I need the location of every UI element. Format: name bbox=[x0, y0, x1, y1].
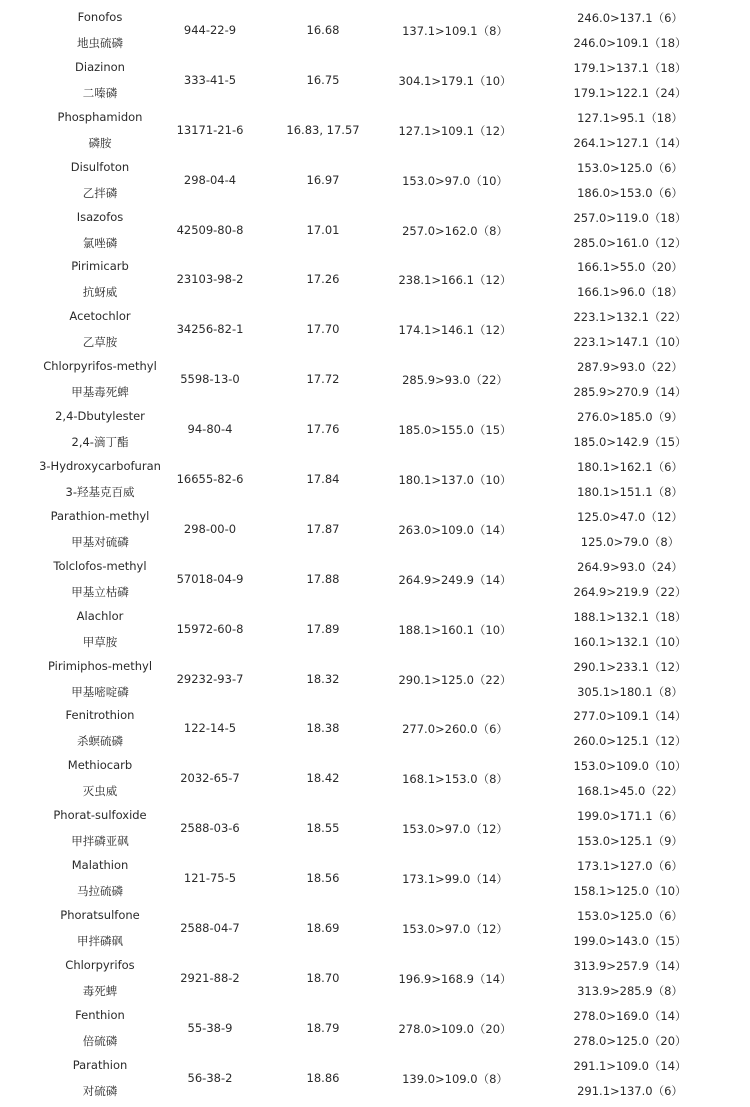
retention-time: 16.97 bbox=[306, 172, 340, 187]
compound-name-cell bbox=[25, 554, 175, 604]
compound-name-en: Alachlor bbox=[76, 608, 124, 623]
retention-time: 16.83, 17.57 bbox=[286, 122, 360, 137]
confirmation-transitions-cell bbox=[560, 853, 700, 903]
table-row bbox=[0, 903, 750, 953]
retention-time: 17.76 bbox=[306, 422, 340, 437]
compound-name-en: Phorat-sulfoxide bbox=[53, 808, 147, 823]
cas-number: 5598-13-0 bbox=[180, 372, 240, 387]
cas-number: 944-22-9 bbox=[183, 23, 237, 37]
confirmation-transition-1: 173.1>127.0（6） bbox=[577, 859, 683, 874]
cas-number: 56-38-2 bbox=[187, 1070, 233, 1085]
compound-name-en: Fenthion bbox=[75, 1007, 125, 1022]
confirmation-transitions-cell bbox=[560, 304, 700, 354]
compound-name-cell bbox=[25, 354, 175, 404]
table-row bbox=[0, 853, 750, 903]
table-row bbox=[0, 354, 750, 404]
cas-number: 55-38-9 bbox=[187, 1020, 233, 1035]
quantitative-transition: 257.0>162.0（8） bbox=[402, 223, 508, 238]
compound-name-cell bbox=[25, 55, 175, 105]
compound-name-en: Isazofos bbox=[76, 209, 124, 224]
compound-name-cell bbox=[25, 604, 175, 654]
table-row bbox=[0, 1053, 750, 1103]
quantitative-transition: 277.0>260.0（6） bbox=[402, 722, 508, 737]
compound-name-en: Diazinon bbox=[75, 59, 125, 74]
retention-time: 18.86 bbox=[306, 1070, 340, 1085]
confirmation-transition-1: 290.1>233.1（12） bbox=[573, 659, 687, 674]
compound-name-en: Malathion bbox=[71, 858, 129, 873]
compound-name-cell bbox=[25, 753, 175, 803]
confirmation-transition-1: 153.0>125.0（6） bbox=[577, 909, 683, 924]
cas-number: 23103-98-2 bbox=[176, 272, 244, 287]
cas-number: 121-75-5 bbox=[183, 871, 237, 886]
compound-name-zh: 乙拌磷 bbox=[82, 185, 118, 200]
cas-number: 298-00-0 bbox=[183, 521, 237, 536]
confirmation-transition-1: 277.0>109.1（14） bbox=[573, 709, 687, 724]
compound-name-en: Chlorpyrifos-methyl bbox=[43, 359, 157, 374]
confirmation-transitions-cell bbox=[560, 105, 700, 155]
pesticide-table bbox=[0, 5, 750, 1103]
compound-name-zh: 2,4-滴丁酯 bbox=[71, 435, 129, 450]
confirmation-transition-2: 179.1>122.1（24） bbox=[573, 85, 687, 100]
compound-name-en: Pirimiphos-methyl bbox=[47, 658, 153, 673]
confirmation-transition-2: 125.0>79.0（8） bbox=[580, 534, 680, 549]
compound-name-en: Parathion bbox=[72, 1057, 128, 1072]
compound-name-zh: 3-羟基克百威 bbox=[65, 485, 135, 500]
quantitative-transition: 185.0>155.0（15） bbox=[398, 423, 512, 438]
confirmation-transition-2: 285.0>161.0（12） bbox=[573, 235, 687, 250]
confirmation-transition-2: 166.1>96.0（18） bbox=[577, 285, 683, 300]
compound-name-zh: 马拉硫磷 bbox=[77, 884, 123, 899]
compound-name-en: Fenitrothion bbox=[65, 708, 135, 723]
confirmation-transition-2: 246.0>109.1（18） bbox=[573, 36, 687, 50]
compound-name-cell bbox=[25, 703, 175, 753]
compound-name-en: Phoratsulfone bbox=[60, 908, 140, 923]
confirmation-transitions-cell bbox=[560, 205, 700, 255]
compound-name-cell bbox=[25, 454, 175, 504]
retention-time: 18.69 bbox=[306, 921, 340, 936]
confirmation-transition-2: 180.1>151.1（8） bbox=[577, 485, 683, 500]
retention-time: 18.32 bbox=[306, 671, 340, 686]
compound-name-zh: 甲拌磷亚砜 bbox=[71, 834, 129, 849]
compound-name-zh: 甲拌磷砜 bbox=[77, 934, 123, 949]
table-row bbox=[0, 404, 750, 454]
compound-name-zh: 地虫硫磷 bbox=[77, 36, 123, 50]
cas-number: 15972-60-8 bbox=[176, 621, 244, 636]
compound-name-cell bbox=[25, 5, 175, 55]
retention-time: 17.26 bbox=[306, 272, 340, 287]
quantitative-transition: 174.1>146.1（12） bbox=[398, 323, 512, 338]
confirmation-transition-2: 264.9>219.9（22） bbox=[573, 584, 687, 599]
compound-name-zh: 二嗪磷 bbox=[82, 85, 118, 100]
compound-name-zh: 倍硫磷 bbox=[82, 1033, 118, 1048]
cas-number: 2032-65-7 bbox=[180, 771, 240, 786]
confirmation-transition-2: 199.0>143.0（15） bbox=[573, 934, 687, 949]
compound-name-cell bbox=[25, 205, 175, 255]
confirmation-transition-1: 257.0>119.0（18） bbox=[573, 210, 687, 225]
confirmation-transition-2: 168.1>45.0（22） bbox=[577, 784, 683, 799]
confirmation-transition-1: 287.9>93.0（22） bbox=[577, 360, 683, 375]
compound-name-en: Acetochlor bbox=[69, 309, 131, 324]
compound-name-cell bbox=[25, 903, 175, 953]
retention-time: 18.56 bbox=[306, 871, 340, 886]
quantitative-transition: 153.0>97.0（12） bbox=[402, 922, 508, 937]
confirmation-transition-2: 158.1>125.0（10） bbox=[573, 884, 687, 899]
confirmation-transitions-cell bbox=[560, 953, 700, 1003]
quantitative-transition: 290.1>125.0（22） bbox=[398, 672, 512, 687]
cas-number: 57018-04-9 bbox=[176, 571, 244, 586]
confirmation-transition-2: 186.0>153.0（6） bbox=[577, 185, 683, 200]
confirmation-transitions-cell bbox=[560, 1053, 700, 1103]
compound-name-zh: 对硫磷 bbox=[82, 1083, 118, 1098]
confirmation-transitions-cell bbox=[560, 803, 700, 853]
confirmation-transitions-cell bbox=[560, 354, 700, 404]
quantitative-transition: 278.0>109.0（20） bbox=[398, 1021, 512, 1036]
compound-name-cell bbox=[25, 105, 175, 155]
compound-name-cell bbox=[25, 803, 175, 853]
table-row bbox=[0, 205, 750, 255]
confirmation-transitions-cell bbox=[560, 55, 700, 105]
retention-time: 16.75 bbox=[306, 72, 340, 87]
compound-name-zh: 抗蚜威 bbox=[82, 285, 118, 300]
retention-time: 18.42 bbox=[306, 771, 340, 786]
quantitative-transition: 264.9>249.9（14） bbox=[398, 572, 512, 587]
confirmation-transition-2: 223.1>147.1（10） bbox=[573, 335, 687, 350]
quantitative-transition: 263.0>109.0（14） bbox=[398, 522, 512, 537]
retention-time: 17.72 bbox=[306, 372, 340, 387]
confirmation-transition-2: 185.0>142.9（15） bbox=[573, 435, 687, 450]
compound-name-en: Parathion-methyl bbox=[50, 508, 150, 523]
retention-time: 18.38 bbox=[306, 721, 340, 736]
compound-name-en: Pirimicarb bbox=[71, 259, 129, 274]
confirmation-transition-1: 276.0>185.0（9） bbox=[577, 410, 683, 425]
confirmation-transition-1: 313.9>257.9（14） bbox=[573, 958, 687, 973]
confirmation-transitions-cell bbox=[560, 554, 700, 604]
compound-name-zh: 毒死蜱 bbox=[82, 983, 118, 998]
quantitative-transition: 238.1>166.1（12） bbox=[398, 273, 512, 288]
compound-name-zh: 甲基对硫磷 bbox=[71, 534, 129, 549]
cas-number: 122-14-5 bbox=[183, 721, 237, 736]
table-row bbox=[0, 953, 750, 1003]
compound-name-zh: 氯唑磷 bbox=[82, 235, 118, 250]
confirmation-transition-1: 223.1>132.1（22） bbox=[573, 310, 687, 325]
table-row bbox=[0, 55, 750, 105]
cas-number: 13171-21-6 bbox=[176, 122, 244, 137]
confirmation-transition-2: 264.1>127.1（14） bbox=[573, 135, 687, 150]
retention-time: 18.79 bbox=[306, 1020, 340, 1035]
confirmation-transitions-cell bbox=[560, 703, 700, 753]
table-row bbox=[0, 554, 750, 604]
compound-name-cell bbox=[25, 504, 175, 554]
retention-time: 17.01 bbox=[306, 222, 340, 237]
compound-name-en: Phosphamidon bbox=[57, 109, 143, 124]
compound-name-zh: 磷胺 bbox=[88, 135, 112, 150]
table-row bbox=[0, 604, 750, 654]
compound-name-en: Tolclofos-methyl bbox=[53, 558, 147, 573]
retention-time: 17.88 bbox=[306, 571, 340, 586]
compound-name-en: 2,4-Dbutylester bbox=[55, 409, 145, 424]
confirmation-transition-2: 260.0>125.1（12） bbox=[573, 734, 687, 749]
cas-number: 333-41-5 bbox=[183, 72, 237, 87]
cas-number: 94-80-4 bbox=[187, 422, 233, 437]
cas-number: 2588-03-6 bbox=[180, 821, 240, 836]
table-row bbox=[0, 803, 750, 853]
quantitative-transition: 153.0>97.0（12） bbox=[402, 822, 508, 837]
quantitative-transition: 188.1>160.1（10） bbox=[398, 622, 512, 637]
confirmation-transitions-cell bbox=[560, 654, 700, 704]
compound-name-cell bbox=[25, 953, 175, 1003]
compound-name-cell bbox=[25, 404, 175, 454]
confirmation-transition-1: 188.1>132.1（18） bbox=[573, 609, 687, 624]
confirmation-transition-2: 285.9>270.9（14） bbox=[573, 385, 687, 400]
confirmation-transitions-cell bbox=[560, 454, 700, 504]
compound-name-zh: 杀螟硫磷 bbox=[77, 734, 123, 749]
quantitative-transition: 180.1>137.0（10） bbox=[398, 473, 512, 488]
confirmation-transition-1: 127.1>95.1（18） bbox=[577, 110, 683, 125]
compound-name-zh: 甲基立枯磷 bbox=[71, 584, 129, 599]
confirmation-transition-1: 166.1>55.0（20） bbox=[577, 260, 683, 275]
confirmation-transition-2: 305.1>180.1（8） bbox=[577, 684, 683, 699]
table-row bbox=[0, 504, 750, 554]
compound-name-zh: 乙草胺 bbox=[82, 335, 118, 350]
table-row bbox=[0, 454, 750, 504]
confirmation-transitions-cell bbox=[560, 1003, 700, 1053]
compound-name-en: Fonofos bbox=[77, 10, 123, 24]
retention-time: 18.55 bbox=[306, 821, 340, 836]
confirmation-transition-1: 199.0>171.1（6） bbox=[577, 809, 683, 824]
confirmation-transitions-cell bbox=[560, 155, 700, 205]
cas-number: 34256-82-1 bbox=[176, 322, 244, 337]
table-row bbox=[0, 5, 750, 55]
confirmation-transitions-cell bbox=[560, 753, 700, 803]
confirmation-transitions-cell bbox=[560, 404, 700, 454]
confirmation-transition-2: 278.0>125.0（20） bbox=[573, 1033, 687, 1048]
quantitative-transition: 139.0>109.0（8） bbox=[402, 1071, 508, 1086]
quantitative-transition: 168.1>153.0（8） bbox=[402, 772, 508, 787]
cas-number: 16655-82-6 bbox=[176, 472, 244, 487]
compound-name-en: Methiocarb bbox=[67, 758, 133, 773]
confirmation-transition-1: 264.9>93.0（24） bbox=[577, 559, 683, 574]
confirmation-transition-1: 153.0>125.0（6） bbox=[577, 160, 683, 175]
confirmation-transition-1: 291.1>109.0（14） bbox=[573, 1058, 687, 1073]
compound-name-zh: 甲基嘧啶磷 bbox=[71, 684, 129, 699]
quantitative-transition: 304.1>179.1（10） bbox=[398, 73, 512, 88]
confirmation-transitions-cell bbox=[560, 254, 700, 304]
compound-name-cell bbox=[25, 654, 175, 704]
retention-time: 17.89 bbox=[306, 621, 340, 636]
quantitative-transition: 173.1>99.0（14） bbox=[402, 872, 508, 887]
confirmation-transition-1: 125.0>47.0（12） bbox=[577, 509, 683, 524]
confirmation-transition-1: 246.0>137.1（6） bbox=[577, 11, 683, 25]
confirmation-transition-2: 291.1>137.0（6） bbox=[577, 1083, 683, 1098]
compound-name-cell bbox=[25, 1003, 175, 1053]
table-row bbox=[0, 105, 750, 155]
quantitative-transition: 137.1>109.1（8） bbox=[402, 24, 508, 38]
cas-number: 29232-93-7 bbox=[176, 671, 244, 686]
cas-number: 2921-88-2 bbox=[180, 970, 240, 985]
retention-time: 17.70 bbox=[306, 322, 340, 337]
compound-name-en: Chlorpyrifos bbox=[65, 957, 135, 972]
table-row bbox=[0, 254, 750, 304]
confirmation-transitions-cell bbox=[560, 5, 700, 55]
compound-name-cell bbox=[25, 254, 175, 304]
compound-name-cell bbox=[25, 853, 175, 903]
quantitative-transition: 285.9>93.0（22） bbox=[402, 373, 508, 388]
quantitative-transition: 196.9>168.9（14） bbox=[398, 971, 512, 986]
table-row bbox=[0, 654, 750, 704]
confirmation-transition-2: 313.9>285.9（8） bbox=[577, 983, 683, 998]
retention-time: 18.70 bbox=[306, 970, 340, 985]
table-row bbox=[0, 155, 750, 205]
cas-number: 298-04-4 bbox=[183, 172, 237, 187]
compound-name-zh: 甲基毒死蜱 bbox=[71, 385, 129, 400]
retention-time: 16.68 bbox=[306, 23, 340, 37]
confirmation-transitions-cell bbox=[560, 504, 700, 554]
retention-time: 17.84 bbox=[306, 472, 340, 487]
confirmation-transitions-cell bbox=[560, 604, 700, 654]
confirmation-transitions-cell bbox=[560, 903, 700, 953]
compound-name-zh: 灭虫威 bbox=[82, 784, 118, 799]
table-row bbox=[0, 1003, 750, 1053]
confirmation-transition-1: 278.0>169.0（14） bbox=[573, 1008, 687, 1023]
cas-number: 2588-04-7 bbox=[180, 921, 240, 936]
confirmation-transition-1: 153.0>109.0（10） bbox=[573, 759, 687, 774]
table-row bbox=[0, 304, 750, 354]
compound-name-cell bbox=[25, 155, 175, 205]
confirmation-transition-1: 179.1>137.1（18） bbox=[573, 60, 687, 75]
confirmation-transition-2: 153.0>125.1（9） bbox=[577, 834, 683, 849]
compound-name-en: Disulfoton bbox=[70, 159, 130, 174]
confirmation-transition-2: 160.1>132.1（10） bbox=[573, 634, 687, 649]
compound-name-zh: 甲草胺 bbox=[82, 634, 118, 649]
retention-time: 17.87 bbox=[306, 521, 340, 536]
quantitative-transition: 153.0>97.0（10） bbox=[402, 173, 508, 188]
table-row bbox=[0, 703, 750, 753]
quantitative-transition: 127.1>109.1（12） bbox=[398, 123, 512, 138]
compound-name-cell bbox=[25, 1053, 175, 1103]
cas-number: 42509-80-8 bbox=[176, 222, 244, 237]
compound-name-cell bbox=[25, 304, 175, 354]
compound-name-en: 3-Hydroxycarbofuran bbox=[39, 459, 161, 474]
table-row bbox=[0, 753, 750, 803]
confirmation-transition-1: 180.1>162.1（6） bbox=[577, 460, 683, 475]
